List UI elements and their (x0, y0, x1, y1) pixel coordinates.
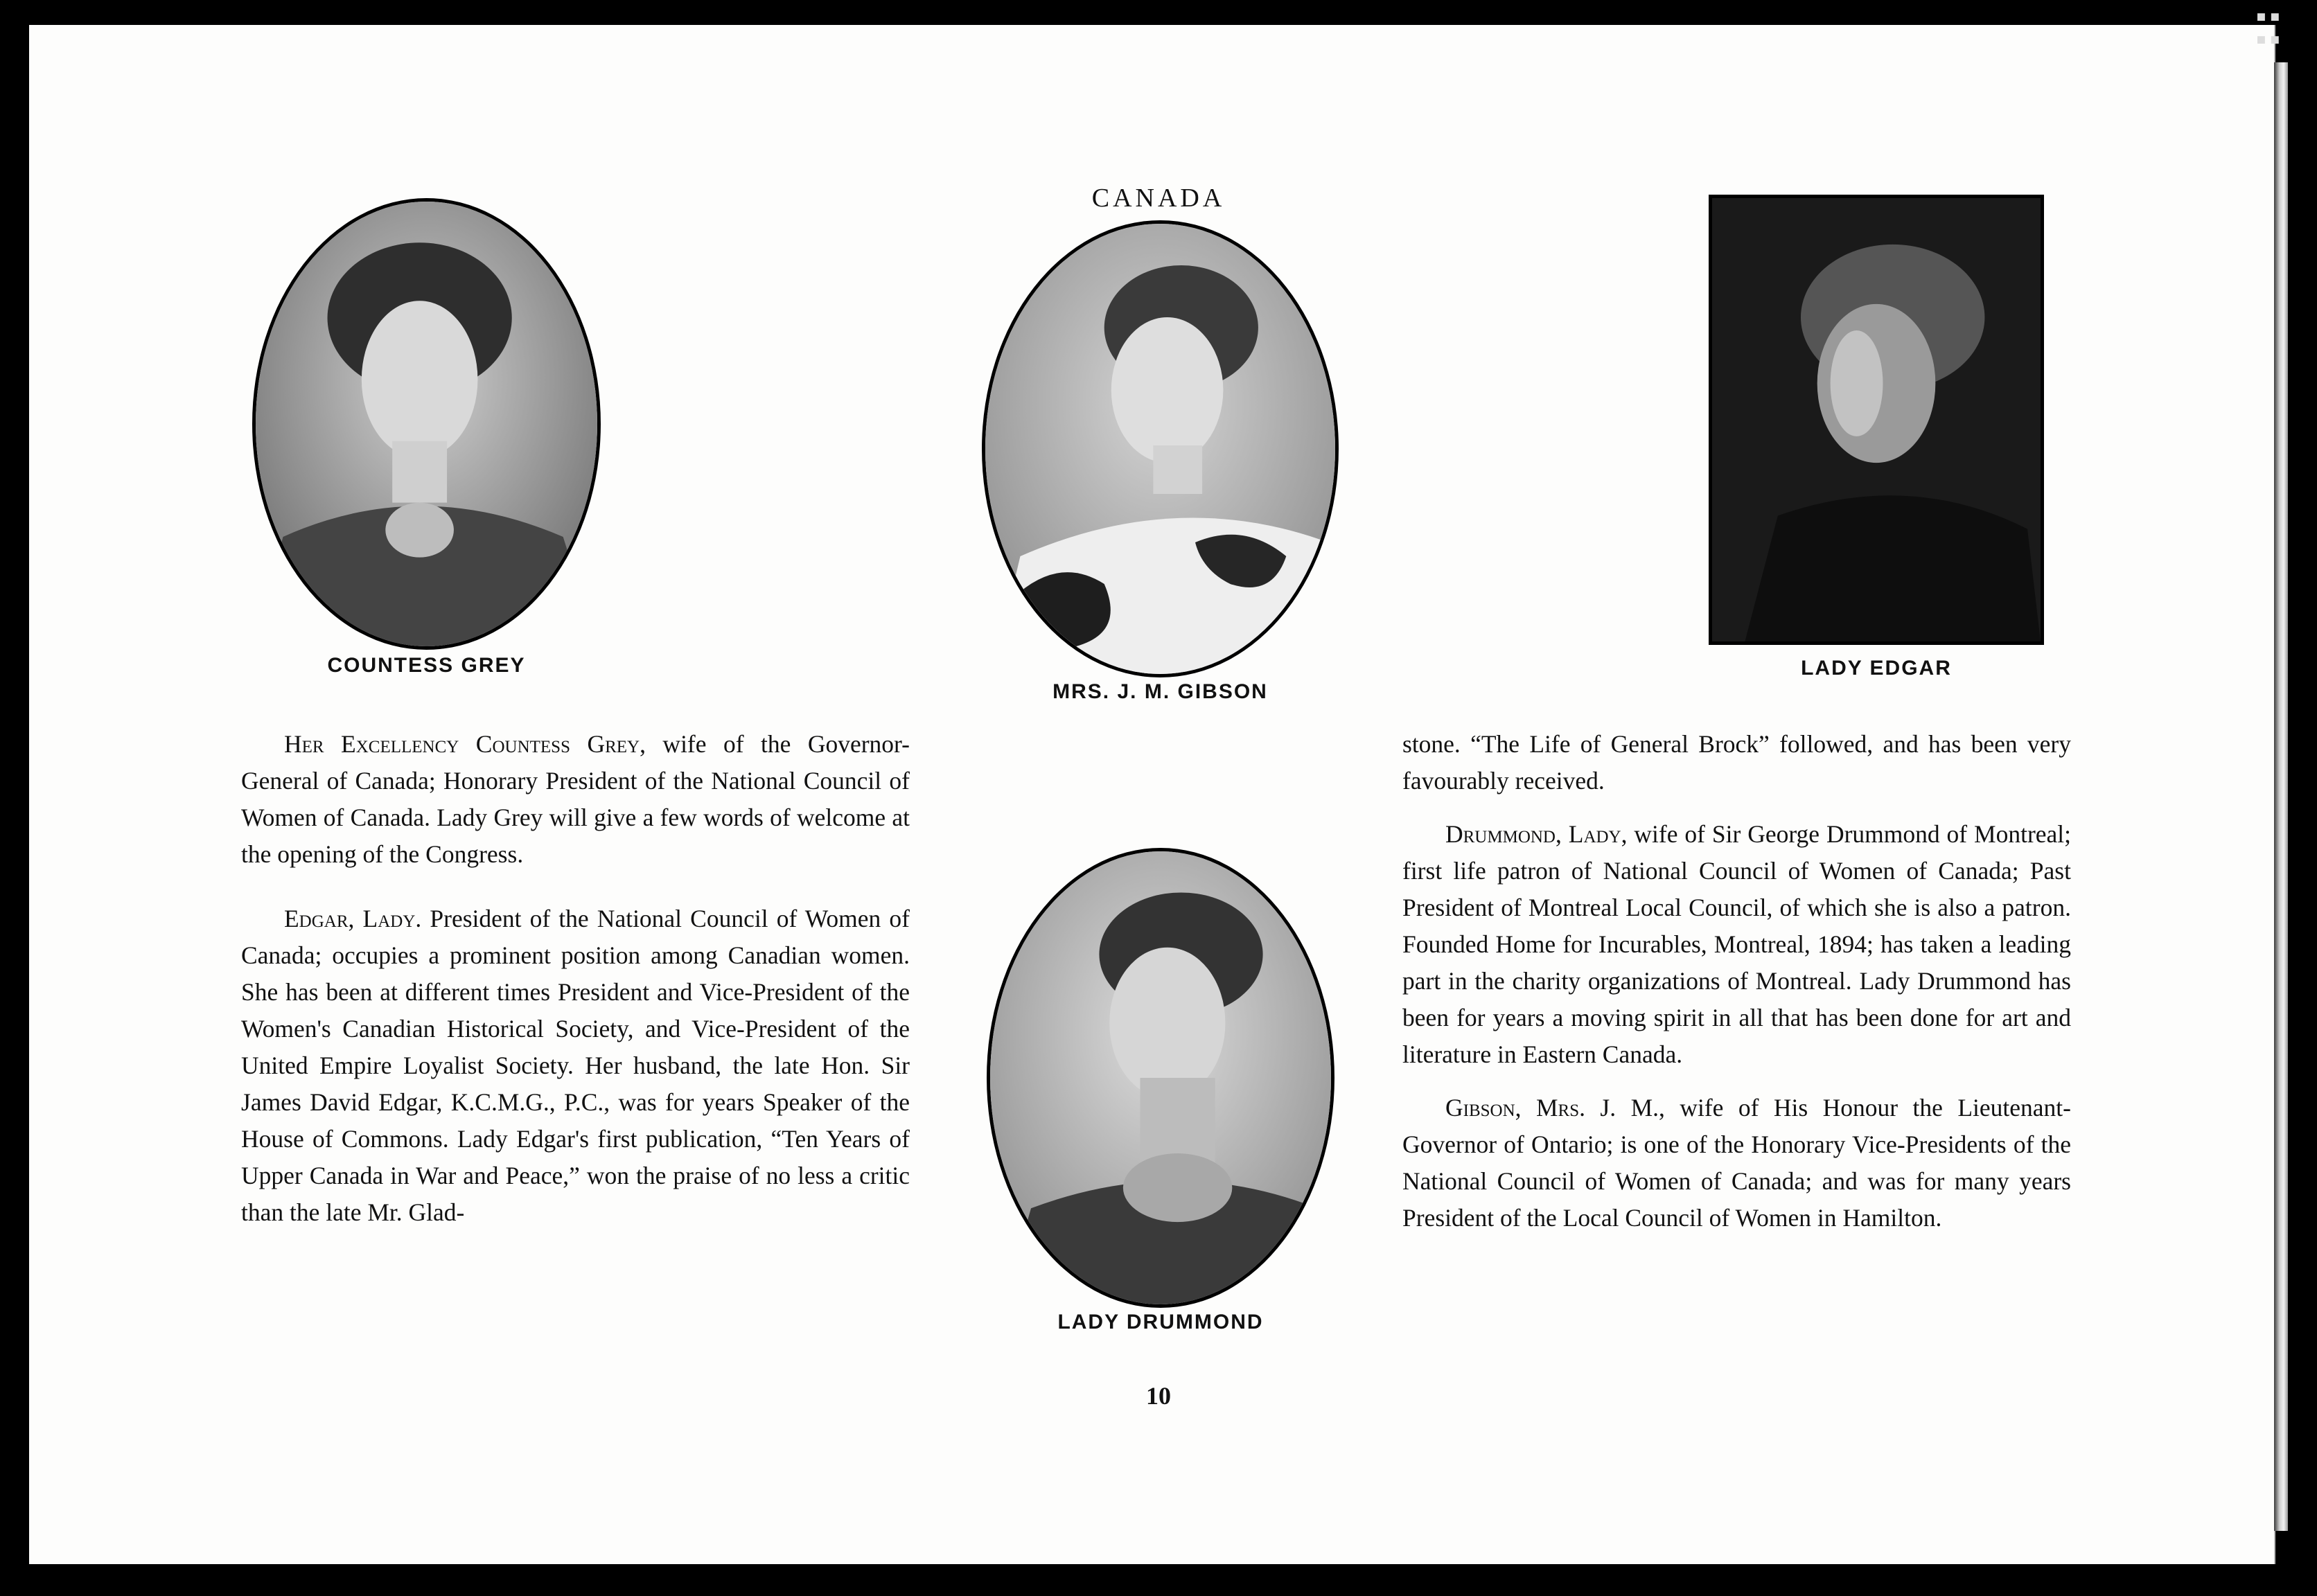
left-text-column (241, 726, 910, 1231)
bio-text: stone. “The Life of General Brock” followed, and has been very favourably received. (1402, 730, 2071, 795)
bio-text: , wife of Sir George Drummond of Montreal; first life patron of National Council of Women of Canada; Past President of Montreal Local Council, of which she is also a patron. Founded Home for Incurables, Montreal, 1894; has taken a leading part in the charity organizations of Montreal. Lady Drummond has been for years a moving spirit in all that has been done for art and literature in Eastern Canada. (1402, 820, 2071, 1068)
caption-countess-grey: COUNTESS GREY (327, 654, 526, 677)
portrait-lady-drummond (987, 848, 1334, 1308)
bio-name: Drummond, Lady (1445, 820, 1621, 848)
portrait-lady-edgar (1709, 195, 2044, 645)
caption-mrs-gibson: MRS. J. M. GIBSON (1052, 680, 1268, 703)
portrait-mrs-gibson (982, 220, 1339, 677)
right-text-column (1402, 726, 2071, 1236)
page-fold-edge (2274, 62, 2288, 1531)
bio-lady-drummond (1402, 816, 2071, 1073)
bio-name: Her Excellency Countess Grey (284, 730, 640, 758)
caption-lady-edgar: LADY EDGAR (1801, 657, 1952, 680)
bio-name: Edgar, Lady (284, 905, 416, 932)
bio-lady-edgar-continued (1402, 726, 2071, 799)
bio-text: , wife of His Honour the Lieutenant-Governor of Ontario; is one of the Honorary Vice-Presidents of the National Council of Women of Canada; and was for many years President of the Local Council of Women in Hamilton. (1402, 1094, 2071, 1232)
page (29, 25, 2274, 1564)
page-number: 10 (1146, 1382, 1171, 1410)
portrait-countess-grey (252, 198, 601, 650)
bio-text: . President of the National Council of Women of Canada; occupies a prominent position among Canadian women. She has been at different times President and Vice-President of the Women's Canadian Historical Society, and Vice-President of the United Empire Loyalist Society. Her husband, the late Hon. Sir James David Edgar, K.C.M.G., P.C., was for years Speaker of the House of Commons. Lady Edgar's first publication, “Ten Years of Upper Canada in War and Peace,” won the praise of no less a critic than the late Mr. Glad- (241, 905, 910, 1226)
bio-name: Gibson, Mrs. J. M. (1445, 1094, 1659, 1121)
bio-countess-grey (241, 726, 910, 873)
bio-mrs-gibson (1402, 1090, 2071, 1236)
page-heading: CANADA (1091, 184, 1226, 213)
caption-lady-drummond: LADY DRUMMOND (1057, 1311, 1264, 1333)
bio-lady-edgar (241, 901, 910, 1231)
bio-text: , wife of the Governor-General of Canada; Honorary President of the National Council of Women of Canada. Lady Grey will give a few words of welcome at the opening of the Congress. (241, 730, 910, 868)
scan-mark: ▪▪ ▪▪ (2255, 4, 2283, 50)
